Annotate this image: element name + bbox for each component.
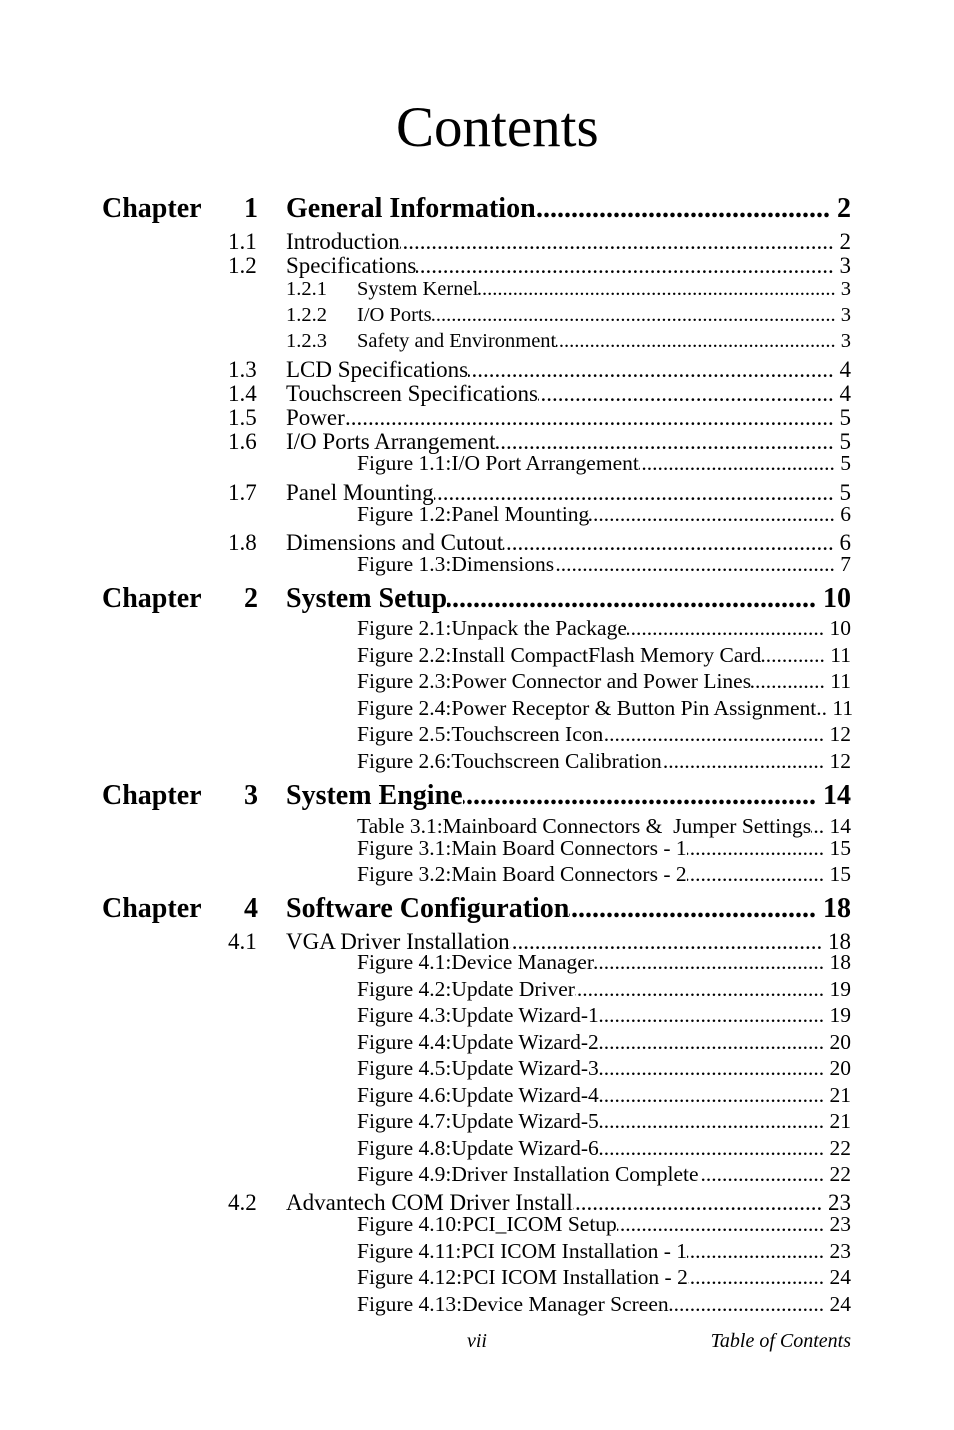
toc-figure-row[interactable]	[357, 1294, 851, 1316]
dot-leader	[594, 952, 829, 974]
toc-figure-row[interactable]	[357, 504, 851, 526]
toc-subsection-row[interactable]	[286, 279, 851, 300]
dot-leader	[699, 1164, 830, 1186]
page-number: 20	[829, 1056, 851, 1080]
entry-title: LCD Specifications	[286, 357, 469, 382]
page-number: 11	[832, 696, 854, 720]
entry-title: Advantech COM Driver Install	[286, 1190, 573, 1215]
dot-leader	[599, 1138, 830, 1160]
page-number: 15	[829, 862, 851, 886]
page-number: 22	[829, 1162, 851, 1186]
toc-chapter-row[interactable]	[102, 585, 851, 613]
page-number: 18	[828, 929, 851, 954]
dot-leader	[599, 1085, 830, 1107]
toc-subsection-row[interactable]	[286, 305, 851, 326]
page-number: 11	[830, 669, 851, 693]
subsection-number: 1.2.2	[286, 304, 327, 326]
entry-title: Table 3.1:Mainboard Connectors & Jumper Settings	[357, 814, 812, 838]
toc-figure-row[interactable]	[357, 453, 851, 475]
dot-leader	[687, 1241, 829, 1263]
page-number: 21	[829, 1083, 851, 1107]
entry-title: Figure 4.2:Update Driver	[357, 977, 575, 1001]
page-number: 18	[823, 893, 851, 924]
dot-leader	[573, 1191, 828, 1214]
toc-figure-row[interactable]	[357, 1058, 851, 1080]
entry-title: Figure 4.6:Update Wizard-4	[357, 1083, 599, 1107]
chapter-label: Chapter	[102, 893, 202, 924]
dot-leader	[554, 554, 840, 576]
dot-leader	[617, 1214, 830, 1236]
chapter-label: Chapter	[102, 193, 202, 224]
entry-title: Figure 2.4:Power Receptor & Button Pin Assignment	[357, 696, 817, 720]
page-number: 5	[840, 451, 851, 475]
toc-section-row[interactable]	[228, 254, 851, 277]
entry-title: Figure 1.3:Dimensions	[357, 552, 555, 576]
section-number: 1.5	[228, 405, 257, 430]
entry-title: Touchscreen Specifications	[286, 381, 538, 406]
page-number: 12	[829, 749, 851, 773]
section-number: 4.2	[228, 1190, 257, 1215]
page-number: 15	[829, 836, 851, 860]
entry-title: Figure 2.6:Touchscreen Calibration	[357, 749, 662, 773]
toc-section-row[interactable]	[228, 430, 851, 453]
dot-leader	[432, 305, 841, 326]
page-number: 24	[829, 1265, 851, 1289]
page-title: Contents	[396, 96, 599, 159]
entry-title: I/O Ports Arrangement	[286, 429, 496, 454]
entry-title: I/O Ports	[357, 304, 432, 326]
page-number: 19	[829, 977, 851, 1001]
entry-title: Figure 4.5:Update Wizard-3	[357, 1056, 599, 1080]
dot-leader	[627, 618, 830, 640]
section-number: 1.8	[228, 530, 257, 555]
toc-figure-row[interactable]	[357, 864, 851, 886]
entry-title: Specifications	[286, 253, 417, 278]
toc-section-row[interactable]	[228, 531, 851, 554]
chapter-label: Chapter	[102, 780, 202, 811]
dot-leader	[538, 382, 840, 405]
section-number: 1.2	[228, 253, 257, 278]
dot-leader	[662, 751, 830, 773]
page-number: 3	[839, 253, 851, 278]
dot-leader	[687, 864, 830, 886]
section-number: 1.7	[228, 480, 257, 505]
entry-title: General Information	[286, 193, 536, 224]
page-number: 5	[839, 429, 851, 454]
section-number: 4.1	[228, 929, 257, 954]
dot-leader	[478, 279, 840, 300]
toc-section-row[interactable]	[228, 358, 851, 381]
entry-title: Figure 4.11:PCI ICOM Installation - 1	[357, 1239, 688, 1263]
page-number: 6	[840, 502, 851, 526]
entry-title: Figure 4.7:Update Wizard-5	[357, 1109, 599, 1133]
entry-title: Figure 4.8:Update Wizard-6	[357, 1136, 599, 1160]
toc-figure-row[interactable]	[357, 751, 851, 773]
entry-title: Figure 4.9:Driver Installation Complete	[357, 1162, 699, 1186]
dot-leader	[688, 1267, 830, 1289]
toc-figure-row[interactable]	[357, 838, 851, 860]
dot-leader	[599, 1005, 830, 1027]
section-number: 1.3	[228, 357, 257, 382]
entry-title: System Kernel	[357, 278, 479, 300]
dot-leader	[575, 979, 830, 1001]
chapter-number: 3	[244, 780, 258, 811]
page-number: 12	[829, 722, 851, 746]
toc-figure-row[interactable]	[357, 1111, 851, 1133]
dot-leader	[447, 585, 823, 613]
page-number: 23	[828, 1190, 851, 1215]
chapter-label: Chapter	[102, 583, 202, 614]
page-number: 3	[840, 330, 851, 352]
page-number: 7	[840, 552, 851, 576]
page-number: 20	[829, 1030, 851, 1054]
toc-section-row[interactable]	[228, 481, 851, 504]
page-number: 24	[829, 1292, 851, 1316]
chapter-number: 1	[244, 193, 258, 224]
entry-title: Figure 1.2:Panel Mounting	[357, 502, 590, 526]
page-number: 4	[839, 357, 851, 382]
page-number: 14	[823, 780, 851, 811]
entry-title: Figure 2.3:Power Connector and Power Lines	[357, 669, 752, 693]
entry-title: Figure 3.2:Main Board Connectors - 2	[357, 862, 687, 886]
toc-figure-row[interactable]	[357, 1241, 851, 1263]
toc-section-row[interactable]	[228, 230, 851, 253]
page-number: 4	[839, 381, 851, 406]
page-number: 14	[829, 814, 851, 838]
dot-leader	[503, 531, 839, 554]
toc-figure-row[interactable]	[357, 1032, 851, 1054]
page-number: 3	[840, 304, 851, 326]
entry-title: Figure 2.5:Touchscreen Icon	[357, 722, 604, 746]
entry-title: Figure 4.13:Device Manager Screen	[357, 1292, 669, 1316]
dot-leader	[811, 816, 829, 838]
entry-title: Panel Mounting	[286, 480, 434, 505]
dot-leader	[345, 406, 840, 429]
entry-title: System Setup	[286, 583, 448, 614]
dot-leader	[556, 331, 840, 352]
toc-figure-row[interactable]	[357, 1138, 851, 1160]
toc-section-row[interactable]	[228, 382, 851, 405]
chapter-number: 2	[244, 583, 258, 614]
page-number: 5	[839, 480, 851, 505]
page-number: 2	[839, 229, 851, 254]
dot-leader	[463, 782, 823, 810]
toc-section-row[interactable]	[228, 1191, 851, 1214]
page-number: 19	[829, 1003, 851, 1027]
toc-chapter-row[interactable]	[102, 782, 851, 810]
entry-title: Figure 3.1:Main Board Connectors - 1	[357, 836, 687, 860]
page-number: 2	[837, 193, 851, 224]
dot-leader	[599, 1058, 830, 1080]
dot-leader	[687, 838, 830, 860]
page-number: 5	[839, 405, 851, 430]
dot-leader	[569, 895, 823, 923]
dot-leader	[603, 724, 829, 746]
entry-title: Figure 4.12:PCI ICOM Installation - 2	[357, 1265, 688, 1289]
dot-leader	[536, 195, 837, 223]
footer-page-number: vii	[467, 1330, 487, 1352]
entry-title: Dimensions and Cutout	[286, 530, 504, 555]
subsection-number: 1.2.3	[286, 330, 327, 352]
toc-table-row[interactable]	[357, 816, 851, 838]
toc-figure-row[interactable]	[357, 1085, 851, 1107]
entry-title: Figure 4.1:Device Manager	[357, 950, 595, 974]
page-number: 18	[829, 950, 851, 974]
entry-title: Introduction	[286, 229, 400, 254]
toc-figure-row[interactable]	[357, 1267, 851, 1289]
toc-figure-row[interactable]	[357, 979, 851, 1001]
subsection-number: 1.2.1	[286, 278, 327, 300]
section-number: 1.1	[228, 229, 257, 254]
page-number: 21	[829, 1109, 851, 1133]
toc-figure-row[interactable]	[357, 952, 851, 974]
entry-title: Figure 2.1:Unpack the Package	[357, 616, 627, 640]
section-number: 1.6	[228, 429, 257, 454]
toc-figure-row[interactable]	[357, 671, 851, 693]
page-number: 11	[830, 643, 851, 667]
dot-leader	[589, 504, 840, 526]
entry-title: Power	[286, 405, 345, 430]
entry-title: VGA Driver Installation	[286, 929, 510, 954]
section-number: 1.4	[228, 381, 257, 406]
toc-figure-row[interactable]	[357, 724, 851, 746]
chapter-number: 4	[244, 893, 258, 924]
entry-title: Figure 4.10:PCI_ICOM Setup	[357, 1212, 617, 1236]
page-number: 10	[823, 583, 851, 614]
entry-title: Figure 4.4:Update Wizard-2	[357, 1030, 599, 1054]
entry-title: Figure 4.3:Update Wizard-1	[357, 1003, 599, 1027]
toc-figure-row[interactable]	[357, 645, 851, 667]
entry-title: Figure 2.2:Install CompactFlash Memory Card	[357, 643, 762, 667]
dot-leader	[761, 645, 830, 667]
dot-leader	[599, 1032, 830, 1054]
toc-chapter-row[interactable]	[102, 195, 851, 223]
toc-figure-row[interactable]	[357, 1164, 851, 1186]
dot-leader	[434, 481, 840, 504]
toc-figure-row[interactable]	[357, 1005, 851, 1027]
entry-title: Figure 1.1:I/O Port Arrangement	[357, 451, 639, 475]
dot-leader	[816, 698, 832, 720]
dot-leader	[400, 230, 840, 253]
toc-figure-row[interactable]	[357, 554, 851, 576]
dot-leader	[751, 671, 830, 693]
toc-chapter-row[interactable]	[102, 895, 851, 923]
dot-leader	[496, 430, 840, 453]
dot-leader	[639, 453, 840, 475]
dot-leader	[669, 1294, 830, 1316]
entry-title: Software Configuration	[286, 893, 570, 924]
dot-leader	[599, 1111, 830, 1133]
page-number: 3	[840, 278, 851, 300]
dot-leader	[416, 254, 839, 277]
toc-figure-row[interactable]	[357, 1214, 851, 1236]
toc-section-row[interactable]	[228, 406, 851, 429]
entry-title: Safety and Environment	[357, 330, 557, 352]
toc-figure-row[interactable]	[357, 618, 851, 640]
footer-running-title: Table of Contents	[710, 1330, 851, 1352]
page-number: 6	[839, 530, 851, 555]
toc-subsection-row[interactable]	[286, 331, 851, 352]
page-number: 23	[829, 1239, 851, 1263]
dot-leader	[468, 358, 839, 381]
page-number: 23	[829, 1212, 851, 1236]
toc-figure-row[interactable]	[357, 696, 854, 720]
page-number: 10	[829, 616, 851, 640]
entry-title: System Engine	[286, 780, 463, 811]
page-number: 22	[829, 1136, 851, 1160]
